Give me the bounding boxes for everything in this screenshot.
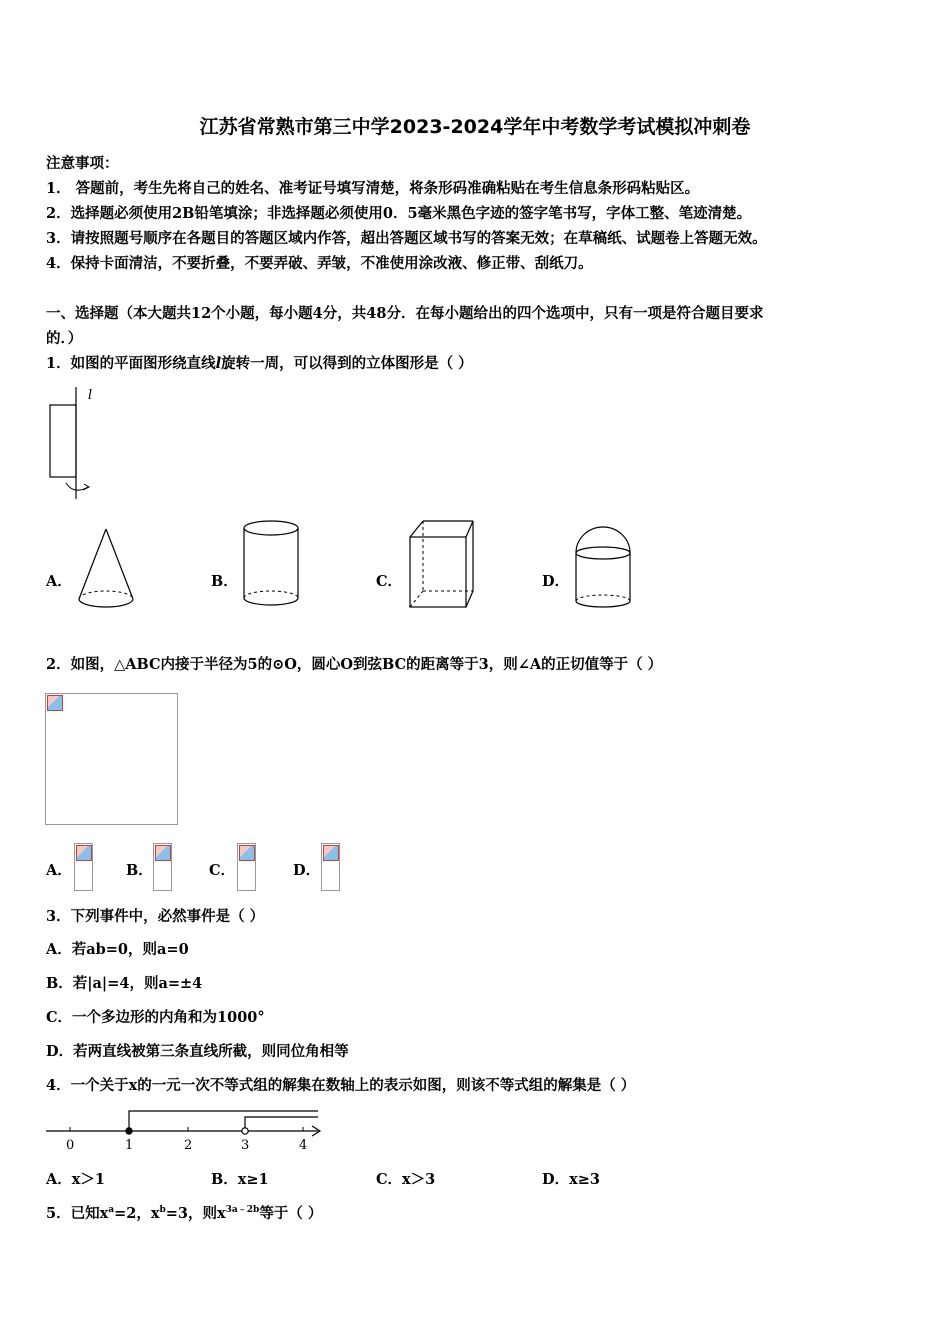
broken-image-placeholder (74, 843, 93, 891)
section-heading-cont: 的．） (46, 330, 83, 347)
broken-image-icon (239, 845, 255, 861)
question-3: 3．下列事件中，必然事件是（ ） (46, 908, 265, 925)
notice-item: 4．保持卡面清洁，不要折叠，不要弄破、弄皱，不准使用涂改液、修正带、刮纸刀。 (46, 255, 593, 272)
broken-image-icon (155, 845, 171, 861)
question-1: 1．如图的平面图形绕直线l旋转一周，可以得到的立体图形是（ ） (46, 355, 473, 372)
q2-option-a: A． (46, 862, 72, 879)
notice-item: 2．选择题必须使用2B铅笔填涂；非选择题必须使用0．5毫米黑色字迹的签字笔书写，字体工整、笔迹清楚。 (46, 205, 752, 222)
notice-item: 1． 答题前，考生先将自己的姓名、准考证号填写清楚，将条形码准确粘贴在考生信息条形码粘贴区。 (46, 180, 700, 197)
rotation-figure (40, 383, 110, 505)
q1-option-c: C． (376, 573, 403, 590)
q3-option-d: D．若两直线被第三条直线所截，则同位角相等 (46, 1043, 349, 1060)
q1-option-b: B． (211, 573, 238, 590)
cylinder-icon (240, 518, 304, 612)
q1-option-d: D． (542, 573, 570, 590)
notice-heading: 注意事项： (46, 155, 119, 172)
q4-option-c: C．x＞3 (376, 1171, 436, 1188)
broken-image-placeholder (153, 843, 172, 891)
cone-icon (74, 525, 138, 613)
tick-label: 2 (184, 1138, 193, 1153)
number-line (42, 1105, 326, 1155)
q3-option-c: C．一个多边形的内角和为1000° (46, 1009, 265, 1026)
q3-option-b: B．若|a|=4，则a=±4 (46, 975, 203, 992)
broken-image-icon (323, 845, 339, 861)
broken-image-placeholder (237, 843, 256, 891)
tick-label: 0 (66, 1138, 75, 1153)
q4-option-b: B．x≥1 (211, 1171, 269, 1188)
broken-image-icon (76, 845, 92, 861)
tick-label: 3 (241, 1138, 250, 1153)
tick-label: 1 (125, 1138, 134, 1153)
broken-image-icon (47, 695, 63, 711)
tick-label: 4 (299, 1138, 308, 1153)
question-4: 4．一个关于x的一元一次不等式组的解集在数轴上的表示如图，则该不等式组的解集是（ ） (46, 1077, 636, 1094)
q3-option-a: A．若ab=0，则a=0 (46, 941, 189, 958)
q2-option-c: C． (209, 862, 236, 879)
q1-option-a: A． (46, 573, 72, 590)
section-heading: 一、选择题（本大题共12个小题，每小题4分，共48分．在每小题给出的四个选项中，只有一项是符合题目要求 (46, 305, 764, 322)
page-title: 江苏省常熟市第三中学2023-2024学年中考数学考试模拟冲刺卷 (199, 116, 751, 138)
broken-image-placeholder (45, 693, 178, 825)
q2-option-d: D． (293, 862, 321, 879)
q2-option-b: B． (126, 862, 153, 879)
axis-label: l (88, 388, 93, 403)
broken-image-placeholder (321, 843, 340, 891)
cylinder-with-hemisphere-icon (572, 525, 636, 613)
question-5: 5．已知$x^a=2$，$x^b=3$，则$x^{3a﹣2b}$等于（ ） (46, 1205, 323, 1222)
question-2: 2．如图，△ABC内接于半径为5的⊙O，圆心O到弦BC的距离等于3，则∠A的正切值等于（ ） (46, 656, 663, 673)
cuboid-icon (405, 517, 479, 613)
notice-item: 3．请按照题号顺序在各题目的答题区域内作答，超出答题区域书写的答案无效；在草稿纸、试题卷上答题无效。 (46, 230, 767, 247)
q4-option-a: A．x＞1 (46, 1171, 105, 1188)
q4-option-d: D．x≥3 (542, 1171, 600, 1188)
